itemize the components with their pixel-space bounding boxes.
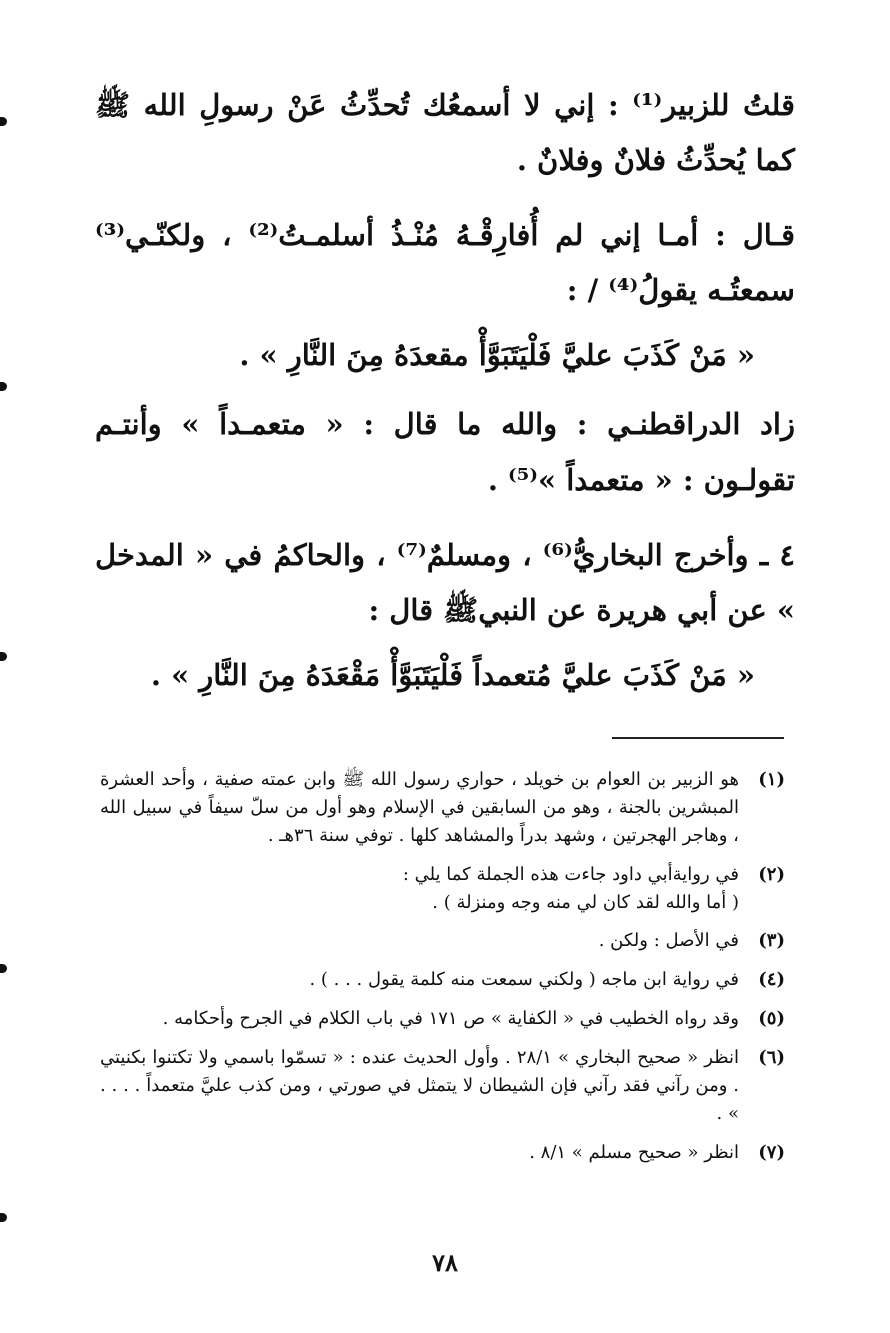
footnote-text: انظر « صحيح مسلم » ٨/١ . bbox=[529, 1141, 739, 1163]
footnote-text-line: ( أما والله لقد كان لي منه وجه ومنزلة ) . bbox=[432, 891, 739, 913]
footnote-5 bbox=[100, 1005, 785, 1033]
footnote-text bbox=[100, 861, 739, 917]
binding-edge-mark bbox=[0, 652, 7, 661]
paragraph-zubair-question: قلتُ للزبير⁽¹⁾ : إني لا أسمعُك تُحدِّثُ عَنْ رسولِ الله ﷺ كما يُحدِّثُ فلانٌ وفلانٌ . bbox=[95, 88, 795, 178]
footnote-text: هو الزبير بن العوام بن خويلد ، حواري رسول الله ﷺ وابن عمته صفية ، وأحد العشرة المبشرين بالجنة ، وهو من السابقين في الإسلام وهو أول من سلّ سيفاً في سبيل الله ، وهاجر الهجرتين ، وشهد بدراً والمشاهد كلها . توفي سنة ٣٦هـ . bbox=[100, 769, 739, 846]
main-text-body bbox=[95, 78, 795, 703]
footnote-separator bbox=[612, 737, 784, 739]
binding-edge-mark bbox=[0, 1213, 7, 1222]
footnote-4 bbox=[100, 966, 785, 994]
footnote-text: وقد رواه الخطيب في « الكفاية » ص ١٧١ في باب الكلام في الجرح وأحكامه . bbox=[162, 1008, 739, 1030]
binding-edge-mark bbox=[0, 117, 7, 126]
footnote-number: (٧) bbox=[758, 1141, 785, 1163]
footnote-3 bbox=[100, 927, 785, 955]
paragraph-bukhari-muslim: ٤ ـ وأخرج البخاريُّ⁽⁶⁾ ، ومسلمٌ⁽⁷⁾ ، والحاكمُ في « المدخل » عن أبي هريرة عن النبيﷺ قال : bbox=[95, 537, 795, 627]
footnote-number: (٣) bbox=[758, 930, 785, 952]
footnote-number: (٤) bbox=[758, 969, 785, 991]
footnote-text: في رواية ابن ماجه ( ولكني سمعت منه كلمة يقول . . . ) . bbox=[309, 969, 739, 991]
footnote-text-line: في روايةأبي داود جاءت هذه الجملة كما يلي : bbox=[402, 863, 739, 885]
footnote-1 bbox=[100, 766, 785, 850]
footnote-6 bbox=[100, 1044, 785, 1128]
footnote-text: انظر « صحيح البخاري » ٢٨/١ . وأول الحديث عنده : « تسمّوا باسمي ولا تكتنوا بكنيتي . ومن رآني فقد رآني فإن الشيطان لا يتمثل في صورتي ، ومن كذب عليَّ متعمداً . . . . » . bbox=[100, 1047, 739, 1124]
footnote-number: (٥) bbox=[758, 1008, 785, 1030]
page-number: ٧٨ bbox=[432, 1248, 458, 1277]
footnote-number: (١) bbox=[758, 769, 785, 790]
binding-edge-mark bbox=[0, 382, 7, 391]
paragraph-daraqutni: زاد الدراقطنـي : والله ما قال : « متعمـداً » وأنتـم تقولـون : « متعمداً »⁽⁵⁾ . bbox=[95, 407, 795, 497]
footnote-number: (٦) bbox=[758, 1047, 785, 1069]
hadith-quote-1: « مَنْ كَذَبَ عليَّ فَلْيَتَبَوَّأْ مقعدَهُ مِنَ النَّارِ » . bbox=[239, 338, 755, 373]
paragraph-zubair-answer: قـال : أمـا إني لم أُفارِقْـهُ مُنْـذُ أسلمـتُ⁽²⁾ ، ولكنّـي⁽³⁾ سمعتُـه يقولُ⁽⁴⁾ / : bbox=[95, 218, 795, 308]
footnote-number: (٢) bbox=[758, 863, 785, 885]
footnote-2 bbox=[100, 861, 785, 917]
hadith-quote-2: « مَنْ كَذَبَ عليَّ مُتعمداً فَلْيَتَبَوَّأْ مَقْعَدَهُ مِنَ النَّارِ » . bbox=[150, 657, 755, 692]
footnote-7 bbox=[100, 1139, 785, 1167]
footnotes-section bbox=[100, 766, 785, 1178]
footnote-text: في الأصل : ولكن . bbox=[598, 930, 739, 952]
binding-edge-mark bbox=[0, 964, 7, 973]
